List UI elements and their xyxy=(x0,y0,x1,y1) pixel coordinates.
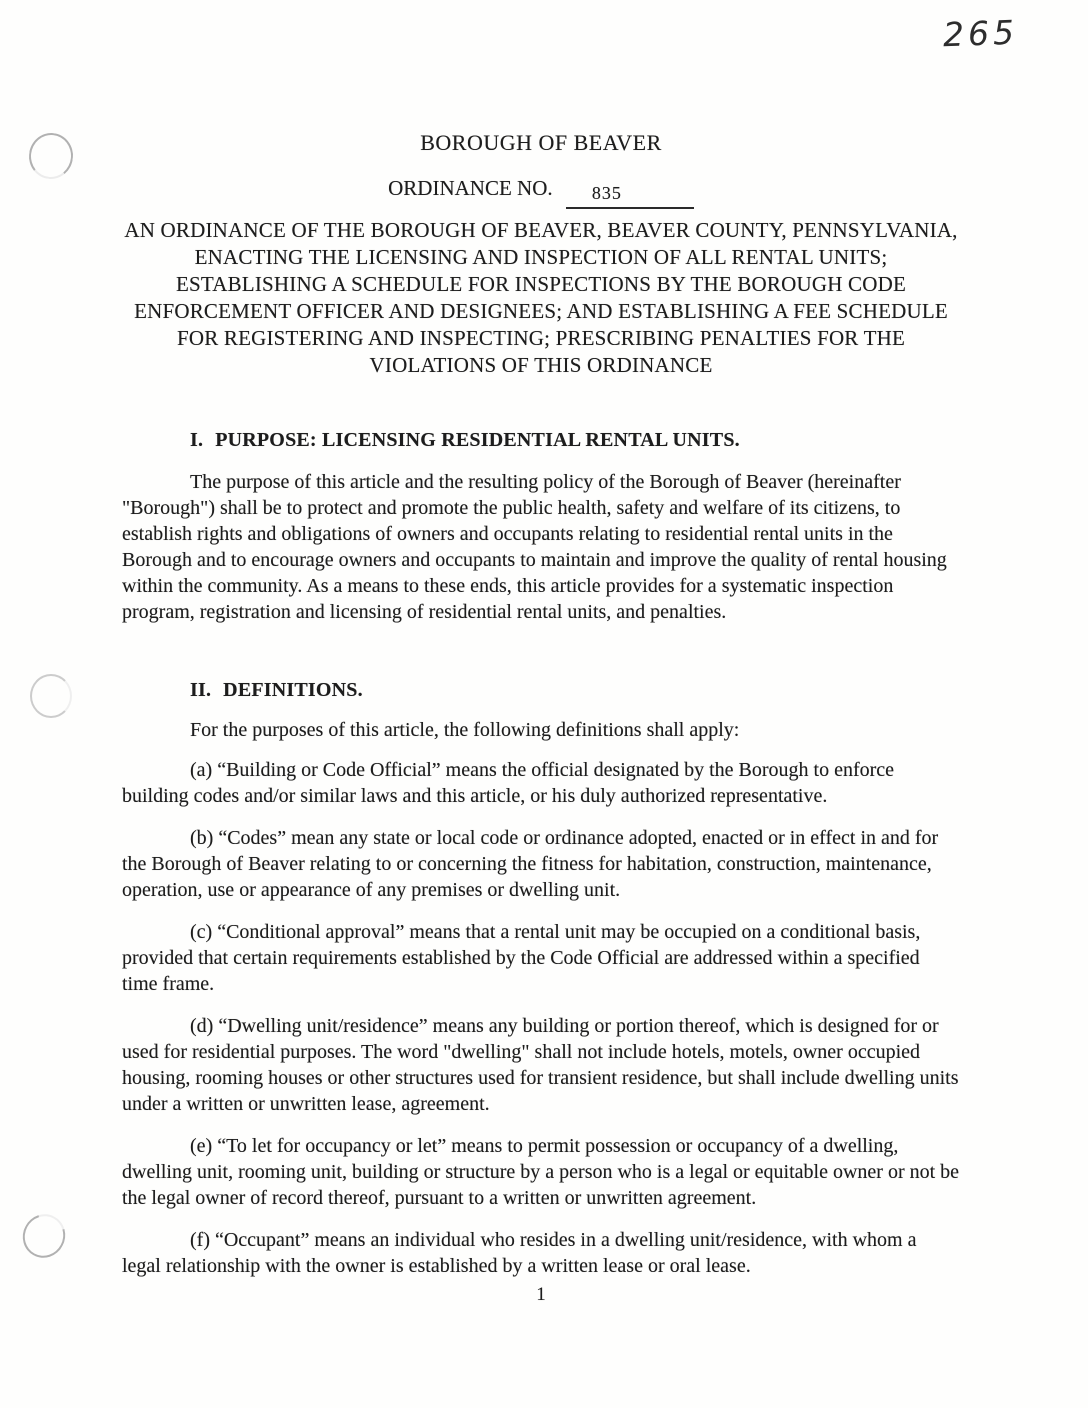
punch-hole-bottom xyxy=(15,1207,73,1266)
punch-hole-middle xyxy=(30,674,72,718)
document-title: BOROUGH OF BEAVER xyxy=(420,130,662,155)
definition-a: (a) “Building or Code Official” means the official designated by the Borough to enforce building codes and/or similar laws and this article, or his duly authorized representative. xyxy=(122,759,895,807)
ordinance-number-line xyxy=(122,174,960,205)
ordinance-preamble: AN ORDINANCE OF THE BOROUGH OF BEAVER, BEAVER COUNTY, PENNSYLVANIA, ENACTING THE LICENSING AND INSPECTION OF ALL RENTAL UNITS; ESTABLISHING A SCHEDULE FOR INSPECTIONS BY THE BOROUGH CODE ENFORCEMENT OFFICER AND DESIGNEES; AND ESTABLISHING A FEE SCHEDULE FOR REGISTERING AND INSPECTING; PRESCRIBING PENALTIES FOR THE VIOLATIONS OF THIS ORDINANCE xyxy=(124,218,958,377)
ordinance-label: ORDINANCE NO. xyxy=(388,176,553,200)
section-heading-definitions xyxy=(122,677,960,703)
definition-b: (b) “Codes” mean any state or local code or ordinance adopted, enacted or in effect in and for the Borough of Beaver relating to or concerning the fitness for habitation, construction, maintenance, operation, use or appearance of any premises or dwelling unit. xyxy=(122,827,939,901)
definition-c: (c) “Conditional approval” means that a rental unit may be occupied on a conditional basis, provided that certain requirements established by the Code Official are addressed within a specified time frame. xyxy=(122,921,921,995)
definition-d: (d) “Dwelling unit/residence” means any building or portion thereof, which is designed for or used for residential purposes. The word "dwelling" shall not include hotels, motels, owner occupied housing, rooming houses or other structures used for transient residence, but shall include dwelling units under a written or unwritten lease, agreement. xyxy=(122,1015,959,1115)
punch-hole-top xyxy=(27,131,76,181)
handwritten-number: 265 xyxy=(942,12,1019,55)
section-heading-purpose xyxy=(122,427,960,453)
section-number: II. xyxy=(190,679,212,701)
page-number: 1 xyxy=(536,1284,546,1305)
definitions-intro: For the purposes of this article, the following definitions shall apply: xyxy=(190,719,740,741)
ordinance-number: 835 xyxy=(591,183,622,203)
document-content xyxy=(122,0,960,1279)
definition-e: (e) “To let for occupancy or let” means to permit possession or occupancy of a dwelling, dwelling unit, rooming unit, building or structure by a person who is a legal or equitable owner or not be the legal owner of record thereof, pursuant to a written or unwritten agreement. xyxy=(122,1135,960,1209)
section-title: PURPOSE: LICENSING RESIDENTIAL RENTAL UNITS. xyxy=(215,429,740,451)
section-number: I. xyxy=(190,429,204,451)
ordinance-number-underline xyxy=(566,178,694,209)
purpose-paragraph: The purpose of this article and the resulting policy of the Borough of Beaver (hereinafter "Borough") shall be to protect and promote the public health, safety and welfare of its citizens, to establish rights and obligations of owners and occupants relating to residential rental units in the Borough and to encourage owners and occupants to maintain and improve the quality of rental housing within the community. As a means to these ends, this article provides for a systematic inspection program, registration and licensing of residential rental units, and penalties. xyxy=(122,471,947,623)
definition-f: (f) “Occupant” means an individual who resides in a dwelling unit/residence, with whom a legal relationship with the owner is established by a written lease or oral lease. xyxy=(122,1229,917,1277)
section-title: DEFINITIONS. xyxy=(223,679,363,701)
